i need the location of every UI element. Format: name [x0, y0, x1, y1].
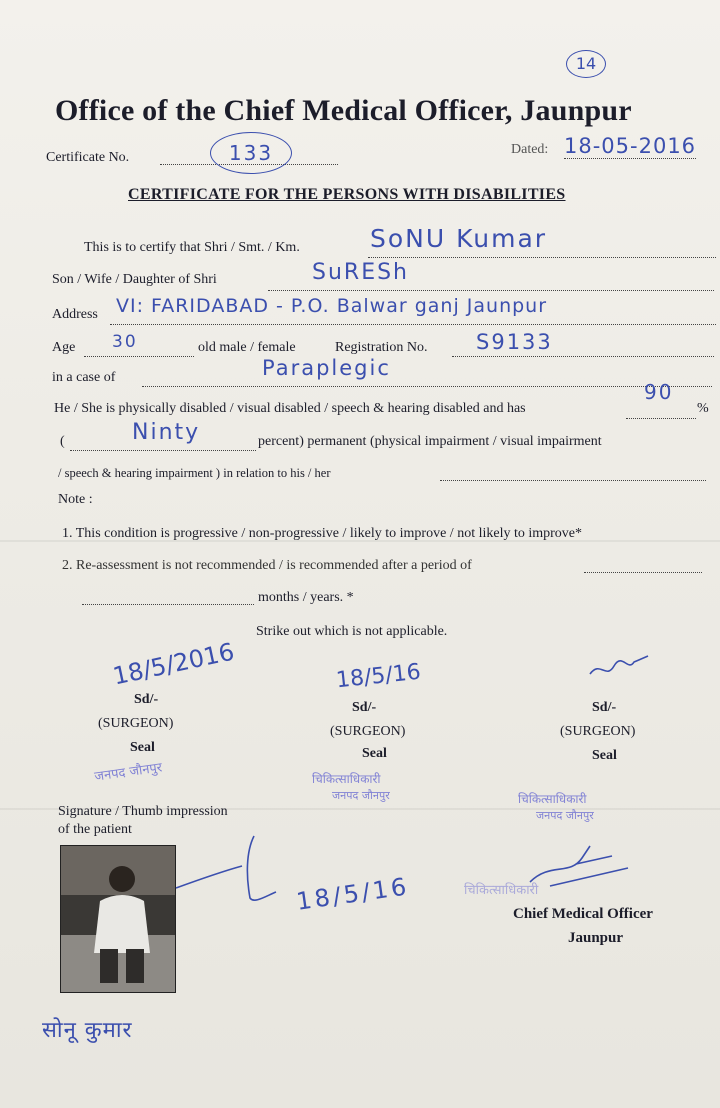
certificate-heading: CERTIFICATE FOR THE PERSONS WITH DISABILITIES [128, 186, 566, 203]
cmo-place: Jaunpur [568, 930, 624, 946]
case-value: Paraplegic [262, 356, 391, 380]
percent-sign: % [697, 401, 709, 416]
percent-line-text: percent) permanent (physical impairment / visual impairment [258, 434, 602, 449]
open-paren: ( [60, 434, 65, 449]
disability-line: He / She is physically disabled / visual disabled / speech & hearing disabled and has [54, 401, 526, 416]
surgeon-2-stamp-1: चिकित्साधिकारी [312, 772, 381, 786]
relation-to-line [440, 480, 706, 481]
patient-signature-label-2: of the patient [58, 822, 132, 837]
percent-words-line [70, 450, 256, 451]
page-number: 14 [566, 50, 606, 78]
surgeon-3-stamp-2: जनपद जौनपुर [536, 809, 594, 822]
patient-signature-hindi: सोनू कुमार [42, 1018, 133, 1043]
relation-to-text: / speech & hearing impairment ) in relation to his / her [58, 466, 331, 480]
dated-value: 18-05-2016 [564, 134, 697, 158]
surgeon-2-signature: 18/5/16 [334, 659, 422, 694]
surgeon-1-title: (SURGEON) [98, 716, 174, 731]
surgeon-1-stamp: जनपद जौनपुर [93, 760, 164, 785]
relation-line [268, 290, 714, 291]
certificate-no-label: Certificate No. [46, 150, 130, 165]
certify-label: This is to certify that Shri / Smt. / Km. [84, 240, 300, 255]
registration-value: S9133 [476, 330, 553, 354]
patient-photo [60, 845, 176, 993]
case-label: in a case of [52, 370, 116, 385]
percent-words: Ninty [132, 420, 201, 445]
surgeon-3-sd: Sd/- [592, 700, 617, 715]
age-label: Age [52, 340, 76, 355]
surgeon-1-signature: 18/5/2016 [110, 637, 237, 691]
months-line [82, 604, 254, 605]
surgeon-3-stamp-1: चिकित्साधिकारी [518, 792, 587, 806]
address-label: Address [52, 307, 98, 322]
surgeon-2-seal: Seal [362, 746, 387, 761]
surgeon-2-title: (SURGEON) [330, 724, 406, 739]
note-label: Note : [58, 492, 93, 507]
surgeon-1-sd: Sd/- [134, 692, 159, 707]
relation-label: Son / Wife / Daughter of Shri [52, 272, 217, 287]
address-line [110, 324, 716, 325]
name-line [368, 257, 716, 258]
dated-label: Dated: [511, 142, 549, 157]
patient-signature-scrawl [168, 832, 298, 922]
strike-note: Strike out which is not applicable. [256, 624, 448, 639]
registration-line [452, 356, 714, 357]
surgeon-3-signature [586, 652, 656, 686]
sex-label: old male / female [198, 340, 296, 355]
surgeon-2-stamp-2: जनपद जौनपुर [332, 789, 390, 802]
surgeon-1-seal: Seal [130, 740, 155, 755]
note-item-1: 1. This condition is progressive / non-progressive / likely to improve / not likely to improve* [62, 526, 583, 541]
address-value: VI: FARIDABAD - P.O. Balwar ganj Jaunpur [116, 295, 548, 317]
age-line [84, 356, 194, 357]
patient-signature-date: 18/5/16 [294, 872, 411, 916]
cmo-title: Chief Medical Officer [513, 906, 653, 922]
percent-line [626, 418, 696, 419]
cmo-stamp: चिकित्साधिकारी [464, 883, 539, 898]
registration-label: Registration No. [335, 340, 428, 355]
surgeon-2-sd: Sd/- [352, 700, 377, 715]
office-title: Office of the Chief Medical Officer, Jaunpur [55, 94, 632, 127]
certificate-no-value: 133 [210, 132, 292, 174]
patient-signature-label-1: Signature / Thumb impression [58, 804, 228, 819]
note-item-2: 2. Re-assessment is not recommended / is recommended after a period of [62, 558, 472, 573]
relation-name: SuRESh [312, 260, 410, 285]
surgeon-3-title: (SURGEON) [560, 724, 636, 739]
person-name: SoNU Kumar [370, 224, 548, 253]
age-value: 30 [112, 332, 138, 352]
surgeon-3-seal: Seal [592, 748, 617, 763]
percent-value: 90 [644, 380, 674, 404]
months-years: months / years. * [258, 590, 354, 605]
case-line [142, 386, 712, 387]
period-line [584, 572, 702, 573]
